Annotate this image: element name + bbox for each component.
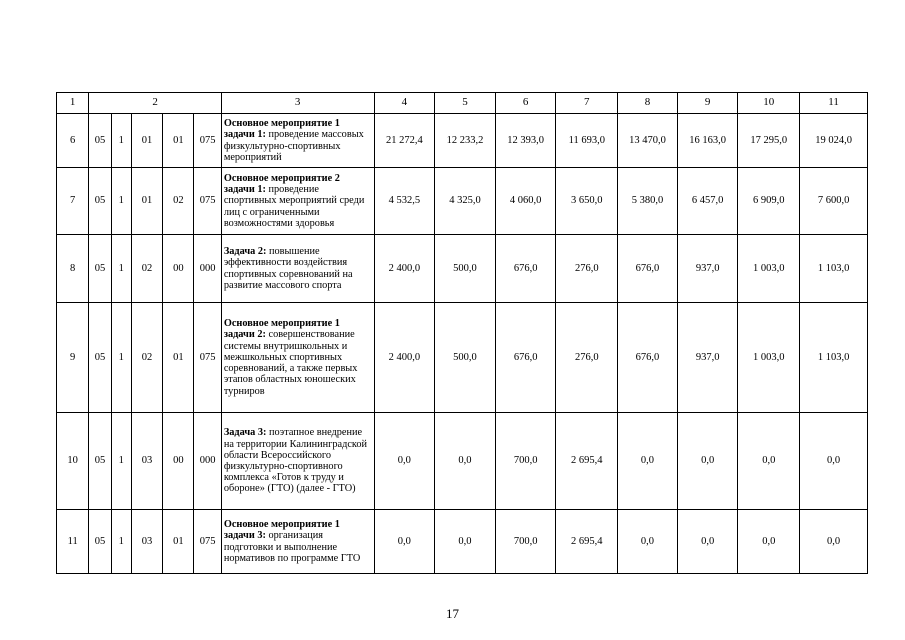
value-cell: 16 163,0 (677, 114, 738, 168)
value-cell: 0,0 (800, 413, 868, 510)
description-cell (221, 303, 374, 413)
value-cell: 1 103,0 (800, 235, 868, 303)
value-cell: 0,0 (738, 510, 800, 574)
code-cell: 05 (89, 413, 111, 510)
code-cell: 01 (163, 510, 194, 574)
code-cell: 01 (131, 114, 162, 168)
value-cell: 676,0 (495, 235, 556, 303)
value-cell: 700,0 (495, 510, 556, 574)
value-cell: 276,0 (556, 303, 618, 413)
description-bold: Задача 3: (223, 427, 267, 439)
value-cell: 500,0 (435, 303, 496, 413)
value-cell: 12 233,2 (435, 114, 496, 168)
value-cell: 0,0 (435, 413, 496, 510)
description-bold: Основное мероприятие 1 задачи 2: (223, 318, 340, 341)
code-cell: 1 (111, 235, 131, 303)
budget-table (56, 92, 868, 574)
code-cell: 05 (89, 235, 111, 303)
code-cell: 02 (131, 303, 162, 413)
value-cell: 500,0 (435, 235, 496, 303)
description-cell (221, 114, 374, 168)
value-cell: 0,0 (677, 510, 738, 574)
description-bold: Задача 2: (223, 246, 267, 258)
code-cell: 01 (131, 168, 162, 235)
value-cell: 2 400,0 (374, 303, 435, 413)
value-cell: 1 003,0 (738, 235, 800, 303)
code-cell: 1 (111, 303, 131, 413)
header-cell: 7 (556, 93, 618, 114)
description-cell (221, 235, 374, 303)
value-cell: 676,0 (618, 235, 678, 303)
header-cell: 4 (374, 93, 435, 114)
table-row (57, 303, 868, 413)
value-cell: 21 272,4 (374, 114, 435, 168)
code-cell: 01 (163, 114, 194, 168)
value-cell: 11 693,0 (556, 114, 618, 168)
code-cell: 00 (163, 235, 194, 303)
value-cell: 676,0 (618, 303, 678, 413)
code-cell: 02 (163, 168, 194, 235)
value-cell: 5 380,0 (618, 168, 678, 235)
row-number-cell: 7 (57, 168, 89, 235)
description-cell (221, 510, 374, 574)
description-bold: Основное мероприятие 1 задачи 1: (223, 118, 340, 141)
value-cell: 0,0 (738, 413, 800, 510)
row-number-cell: 8 (57, 235, 89, 303)
table-row (57, 114, 868, 168)
value-cell: 0,0 (618, 510, 678, 574)
value-cell: 6 909,0 (738, 168, 800, 235)
header-cell: 8 (618, 93, 678, 114)
code-cell: 05 (89, 114, 111, 168)
code-cell: 075 (194, 114, 221, 168)
value-cell: 4 325,0 (435, 168, 496, 235)
value-cell: 0,0 (435, 510, 496, 574)
description-cell (221, 413, 374, 510)
value-cell: 0,0 (618, 413, 678, 510)
value-cell: 12 393,0 (495, 114, 556, 168)
header-cell: 11 (800, 93, 868, 114)
value-cell: 6 457,0 (677, 168, 738, 235)
header-cell: 1 (57, 93, 89, 114)
code-cell: 075 (194, 303, 221, 413)
value-cell: 3 650,0 (556, 168, 618, 235)
header-cell: 6 (495, 93, 556, 114)
row-number-cell: 11 (57, 510, 89, 574)
header-cell: 2 (89, 93, 221, 114)
description-text: совершенствование системы внутришкольных и межшкольных спортивных соревнований, а также первых этапов областных юношеских турниров (223, 329, 358, 397)
code-cell: 1 (111, 114, 131, 168)
table-row (57, 235, 868, 303)
header-cell: 10 (738, 93, 800, 114)
value-cell: 276,0 (556, 235, 618, 303)
table-body (57, 93, 868, 574)
value-cell: 0,0 (374, 510, 435, 574)
value-cell: 700,0 (495, 413, 556, 510)
table-row (57, 510, 868, 574)
value-cell: 0,0 (677, 413, 738, 510)
description-bold: Основное мероприятие 1 задачи 3: (223, 519, 340, 542)
code-cell: 000 (194, 413, 221, 510)
value-cell: 676,0 (495, 303, 556, 413)
value-cell: 17 295,0 (738, 114, 800, 168)
description-cell (221, 168, 374, 235)
code-cell: 03 (131, 510, 162, 574)
description-bold: Основное мероприятие 2 задачи 1: (223, 172, 340, 196)
code-cell: 02 (131, 235, 162, 303)
code-cell: 1 (111, 510, 131, 574)
code-cell: 1 (111, 413, 131, 510)
table-row (57, 168, 868, 235)
code-cell: 05 (89, 168, 111, 235)
value-cell: 2 695,4 (556, 510, 618, 574)
code-cell: 03 (131, 413, 162, 510)
code-cell: 075 (194, 510, 221, 574)
value-cell: 4 532,5 (374, 168, 435, 235)
value-cell: 4 060,0 (495, 168, 556, 235)
code-cell: 1 (111, 168, 131, 235)
table-row (57, 413, 868, 510)
header-cell: 9 (677, 93, 738, 114)
row-number-cell: 9 (57, 303, 89, 413)
value-cell: 7 600,0 (800, 168, 868, 235)
code-cell: 01 (163, 303, 194, 413)
code-cell: 00 (163, 413, 194, 510)
value-cell: 19 024,0 (800, 114, 868, 168)
value-cell: 1 103,0 (800, 303, 868, 413)
description-text: проведение спортивных мероприятий среди лиц с ограниченными возможностями здоровья (223, 184, 365, 229)
value-cell: 1 003,0 (738, 303, 800, 413)
code-cell: 075 (194, 168, 221, 235)
value-cell: 2 400,0 (374, 235, 435, 303)
description-text: повышение эффективности воздействия спортивных соревнований на развитие массового спорта (223, 246, 353, 291)
code-cell: 05 (89, 510, 111, 574)
value-cell: 13 470,0 (618, 114, 678, 168)
row-number-cell: 6 (57, 114, 89, 168)
value-cell: 2 695,4 (556, 413, 618, 510)
header-cell: 5 (435, 93, 496, 114)
header-cell: 3 (221, 93, 374, 114)
header-row (57, 93, 868, 114)
code-cell: 05 (89, 303, 111, 413)
value-cell: 0,0 (800, 510, 868, 574)
description-text: проведение массовых физкультурно-спортивных мероприятий (223, 129, 364, 163)
description-text: организация подготовки и выполнение нормативов по программе ГТО (223, 530, 361, 564)
value-cell: 0,0 (374, 413, 435, 510)
row-number-cell: 10 (57, 413, 89, 510)
value-cell: 937,0 (677, 235, 738, 303)
value-cell: 937,0 (677, 303, 738, 413)
description-text: поэтапное внедрение на территории Калининградской области Всероссийского физкультурно-спортивного комплекса «Готов к труду и обороне» (ГТО) (далее - ГТО) (223, 427, 368, 495)
code-cell: 000 (194, 235, 221, 303)
page-number: 17 (446, 606, 459, 621)
